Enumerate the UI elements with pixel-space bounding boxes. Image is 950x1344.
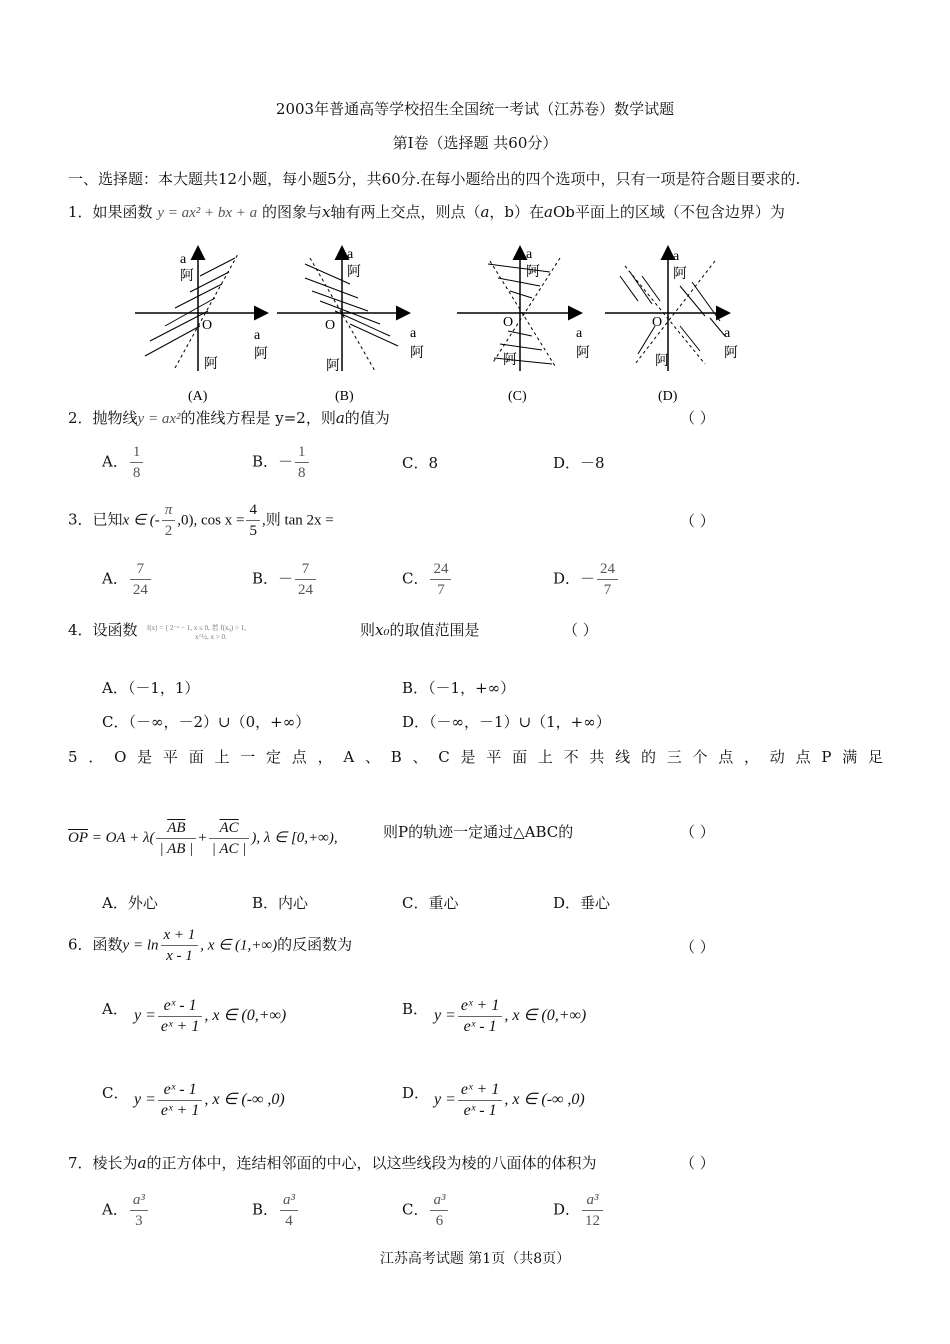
q5-option-c[interactable]: [402, 892, 459, 913]
figure-caption: (A): [188, 389, 208, 404]
option-label: C．: [402, 1200, 429, 1219]
q6-text: 的反函数为: [277, 935, 353, 954]
denominator: 7: [603, 582, 612, 598]
option-label: A．: [102, 452, 128, 471]
answer-paren[interactable]: （ ）: [563, 621, 598, 639]
page-title: 2003年普通高等学校招生全国统一考试（江苏卷）数学试题: [275, 100, 675, 118]
numerator: $\overline{AC}$: [209, 818, 250, 839]
question-4-tail: [360, 619, 480, 640]
y-eq: y =: [134, 1091, 156, 1109]
numerator: 7: [295, 559, 316, 580]
q6-text: 6．函数: [68, 935, 123, 954]
denominator: 7: [437, 582, 445, 598]
q5-vector-equation: [68, 818, 338, 859]
q4-formula: 若 f(x₀) > 1,: [211, 624, 246, 632]
axis-glyph: 阿: [673, 267, 687, 282]
q1-text: 的图象与: [261, 203, 322, 221]
q1-var: a: [480, 203, 490, 221]
axis-glyph: 阿: [655, 354, 669, 369]
q3-option-c[interactable]: [402, 559, 453, 600]
fraction: [209, 818, 250, 859]
option-text: （－1，1）: [127, 679, 200, 697]
q6-option-a-label: A．: [102, 1000, 128, 1018]
q2-text: 的准线方程是 y=2，则: [180, 409, 336, 427]
fraction: [130, 442, 144, 483]
q7-text: 7．棱长为: [68, 1154, 138, 1172]
q7-var: a: [137, 1154, 147, 1172]
option-text: 内心: [278, 894, 309, 912]
question-5: 5．O是平面上一定点，A、B、C是平面上不共线的三个点，动点P满足: [68, 748, 883, 766]
axis-glyph: 阿: [410, 346, 424, 361]
figure-caption: (C): [508, 389, 527, 404]
q3-option-a[interactable]: [102, 559, 153, 600]
q1-text: Ob平面上的区域（不包含边界）为: [552, 203, 785, 221]
answer-paren[interactable]: （ ）: [680, 1154, 715, 1172]
fraction: [161, 925, 199, 966]
fraction: [246, 500, 260, 541]
figure-d: [605, 248, 738, 404]
q4-option-d[interactable]: [402, 711, 611, 732]
origin-label: O: [652, 315, 663, 330]
figure-b: [277, 247, 424, 404]
numerator: a³: [280, 1190, 298, 1211]
numerator: 24: [597, 559, 618, 580]
answer-paren[interactable]: （ ）: [680, 512, 715, 530]
numerator: eˣ + 1: [458, 996, 502, 1017]
q6-domain: , x ∈ (1,+∞): [200, 937, 278, 954]
plus-sign: +: [198, 829, 207, 846]
numerator: 7: [130, 559, 151, 580]
denominator: 8: [132, 465, 141, 481]
q4-piecewise-function: [147, 624, 246, 642]
axis-label-a: a: [576, 326, 583, 341]
axis-label-a: a: [410, 326, 417, 341]
q1-text: ，b）在: [489, 203, 545, 221]
numerator: 1: [295, 442, 309, 463]
option-label: B．: [402, 679, 429, 697]
q3-option-b[interactable]: [252, 559, 318, 600]
denominator: | AB |: [159, 841, 194, 857]
option-label: C．: [402, 894, 429, 912]
fraction: [458, 996, 502, 1037]
fraction: [458, 1080, 502, 1121]
q5-tail: 则P的轨迹一定通过△ABC的: [383, 823, 574, 841]
denominator: eˣ - 1: [463, 1018, 497, 1035]
option-label: B．: [252, 569, 279, 588]
axis-glyph: 阿: [347, 265, 361, 280]
fraction: [162, 500, 176, 541]
q4-text: 4．设函数: [68, 621, 138, 639]
fraction: [295, 559, 316, 600]
option-text: 垂心: [580, 894, 611, 912]
q5-option-a[interactable]: [102, 892, 158, 913]
q4-option-b[interactable]: [402, 677, 515, 698]
option-label: C．: [402, 569, 429, 588]
axis-glyph: 阿: [326, 359, 340, 374]
option-label: A．: [102, 569, 128, 588]
section-subtitle: 第Ⅰ卷（选择题 共60分）: [392, 134, 558, 152]
q4-option-a[interactable]: [102, 677, 199, 698]
denominator: eˣ - 1: [463, 1102, 497, 1119]
figure-c: [457, 247, 590, 404]
q3-formula: ,0), cos x =: [177, 512, 245, 529]
q1-var: a: [544, 203, 553, 221]
q4-formula: x^½, x > 0.: [195, 633, 227, 641]
denominator: eˣ + 1: [160, 1018, 200, 1035]
denominator: 12: [585, 1213, 601, 1229]
origin-label: O: [503, 315, 514, 330]
fraction: [130, 559, 151, 600]
option-text: （－∞，－1）∪（1，+∞）: [429, 713, 611, 731]
sign: －: [278, 452, 294, 471]
q2-text: 的值为: [344, 409, 390, 427]
y-eq: y =: [134, 1007, 156, 1025]
denominator: 24: [298, 582, 314, 598]
q7-option-b[interactable]: [252, 1190, 300, 1231]
option-text: －8: [580, 454, 605, 472]
origin-label: O: [325, 318, 336, 333]
axis-label-a: a: [526, 247, 533, 262]
q6-formula: y = ln: [122, 937, 159, 954]
denominator: 5: [249, 523, 257, 539]
axis-label-a: a: [347, 247, 354, 262]
axis-label-a: a: [673, 249, 680, 264]
q1-formula: y = ax² + bx + a: [157, 205, 258, 221]
option-text: （－∞，－2）∪（0，+∞）: [128, 713, 311, 731]
option-label: A．: [102, 679, 128, 697]
section-intro: 一、选择题：本大题共12小题，每小题5分，共60分.在每小题给出的四个选项中，只有一项是符合题目要求的.: [68, 170, 801, 188]
domain: , x ∈ (0,+∞): [204, 1007, 287, 1025]
axis-glyph: 阿: [576, 346, 590, 361]
numerator: a³: [130, 1190, 148, 1211]
denominator: 3: [135, 1213, 143, 1229]
option-label: D．: [553, 454, 581, 472]
fraction: [430, 1190, 448, 1231]
q2-var: a: [335, 409, 345, 427]
option-label: D．: [553, 1200, 581, 1219]
q3-formula: ,则 tan 2x =: [261, 512, 334, 529]
lambda-range: ), λ ∈ [0,+∞),: [251, 829, 338, 846]
numerator: 1: [130, 442, 144, 463]
origin-label: O: [202, 318, 213, 333]
axis-glyph: 阿: [254, 347, 268, 362]
q6-option-a[interactable]: [134, 996, 286, 1037]
fraction: [430, 559, 451, 600]
q7-option-a[interactable]: [102, 1190, 150, 1231]
q2-option-c[interactable]: [402, 452, 438, 473]
axis-glyph: 阿: [503, 353, 517, 368]
q4-formula: f(x) = { 2⁻ˣ − 1, x ≤ 0,: [147, 624, 210, 632]
fraction: [597, 559, 618, 600]
q6-option-d[interactable]: [434, 1080, 585, 1121]
numerator: eˣ - 1: [158, 1080, 202, 1101]
q7-option-c[interactable]: [402, 1190, 450, 1231]
q1-region-figures: [120, 236, 760, 411]
q6-option-b[interactable]: [434, 996, 586, 1037]
sign: －: [580, 569, 596, 588]
q1-var: x: [321, 203, 331, 221]
numerator: $\overline{AB}$: [156, 818, 196, 839]
question-3: [68, 500, 334, 541]
fraction: [295, 442, 309, 483]
answer-paren[interactable]: （ ）: [680, 823, 715, 841]
axis-glyph: 阿: [724, 346, 738, 361]
fraction: [158, 1080, 202, 1121]
option-label: B．: [252, 452, 279, 471]
axis-glyph: 阿: [204, 357, 218, 372]
numerator: a³: [582, 1190, 603, 1211]
numerator: eˣ + 1: [458, 1080, 502, 1101]
y-eq: y =: [434, 1007, 456, 1025]
option-label: A．: [102, 894, 128, 912]
q3-option-d[interactable]: [553, 559, 620, 600]
axis-glyph: 阿: [526, 265, 540, 280]
denominator: eˣ + 1: [160, 1102, 200, 1119]
denominator: 6: [435, 1213, 444, 1229]
q5-option-d[interactable]: [553, 892, 610, 913]
option-label: B．: [252, 894, 279, 912]
option-text: 重心: [428, 894, 459, 912]
denominator: 4: [285, 1213, 293, 1229]
option-label: D．: [553, 569, 581, 588]
option-label: A．: [102, 1200, 128, 1219]
q2-formula: y = ax²: [137, 411, 181, 427]
answer-paren[interactable]: （ ）: [680, 409, 715, 427]
q1-text: 1．如果函数: [68, 203, 153, 221]
question-4: [68, 619, 138, 640]
option-text: 8: [428, 454, 439, 472]
q2-text: 2．抛物线: [68, 409, 138, 427]
numerator: 24: [430, 559, 451, 580]
q1-text: 轴有两上交点，则点（: [330, 203, 481, 221]
numerator: a³: [430, 1190, 448, 1211]
axis-label-a: a: [254, 328, 261, 343]
q2-option-d[interactable]: [553, 452, 605, 473]
option-label: C．: [102, 713, 129, 731]
denominator: 24: [132, 582, 148, 598]
q2-option-a[interactable]: [102, 442, 145, 483]
y-eq: y =: [434, 1091, 456, 1109]
q6-option-d-label: D．: [402, 1084, 430, 1102]
q6-option-c[interactable]: [134, 1080, 285, 1121]
option-text: 外心: [127, 894, 158, 912]
axis-label-a: a: [724, 326, 731, 341]
denominator: | AC |: [211, 841, 247, 857]
fraction: [130, 1190, 148, 1231]
vector-op: $\overline{OP}$: [68, 829, 88, 846]
fraction: [582, 1190, 603, 1231]
option-text: （－1，+∞）: [428, 679, 516, 697]
axis-glyph: 阿: [180, 269, 194, 284]
question-7: [68, 1152, 597, 1173]
fraction: [156, 818, 196, 859]
q3-text: 3．已知: [68, 510, 123, 529]
numerator: eˣ - 1: [158, 996, 202, 1017]
sign: －: [278, 569, 294, 588]
numerator: x + 1: [161, 925, 199, 946]
numerator: π: [162, 500, 176, 521]
figure-caption: (B): [335, 389, 354, 404]
option-label: D．: [553, 894, 581, 912]
figure-a: [135, 248, 268, 404]
question-2: [68, 407, 390, 428]
option-label: B．: [252, 1200, 279, 1219]
denominator: 2: [164, 523, 173, 539]
q6-option-b-label: B．: [402, 1000, 429, 1018]
axis-label-a: a: [180, 252, 187, 267]
option-label: D．: [402, 713, 430, 731]
option-label: C．: [402, 454, 429, 472]
fraction: [280, 1190, 298, 1231]
answer-paren[interactable]: （ ）: [680, 938, 715, 956]
domain: , x ∈ (-∞ ,0): [504, 1091, 585, 1109]
q4-option-c[interactable]: [102, 711, 310, 732]
question-1: [68, 201, 785, 222]
q2-option-b[interactable]: [252, 442, 311, 483]
question-6: [68, 925, 352, 966]
q4-text: 则: [360, 621, 376, 639]
vector-oa: = OA + λ(: [91, 829, 155, 846]
q6-option-c-label: C．: [102, 1084, 129, 1102]
q4-text: 的取值范围是: [389, 621, 480, 639]
denominator: x - 1: [166, 948, 193, 964]
q7-option-d[interactable]: [553, 1190, 605, 1231]
denominator: 8: [298, 465, 306, 481]
q7-text: 的正方体中，连结相邻面的中心，以这些线段为棱的八面体的体积为: [146, 1154, 597, 1172]
page-footer: 江苏高考试题 第1页（共8页）: [379, 1251, 571, 1267]
numerator: 4: [246, 500, 260, 521]
figure-caption: (D): [658, 389, 678, 404]
q5-option-b[interactable]: [252, 892, 308, 913]
domain: , x ∈ (0,+∞): [504, 1007, 587, 1025]
q3-formula: x ∈ (-: [122, 512, 160, 529]
domain: , x ∈ (-∞ ,0): [204, 1091, 285, 1109]
fraction: [158, 996, 202, 1037]
q4-var: x₀: [375, 621, 390, 639]
